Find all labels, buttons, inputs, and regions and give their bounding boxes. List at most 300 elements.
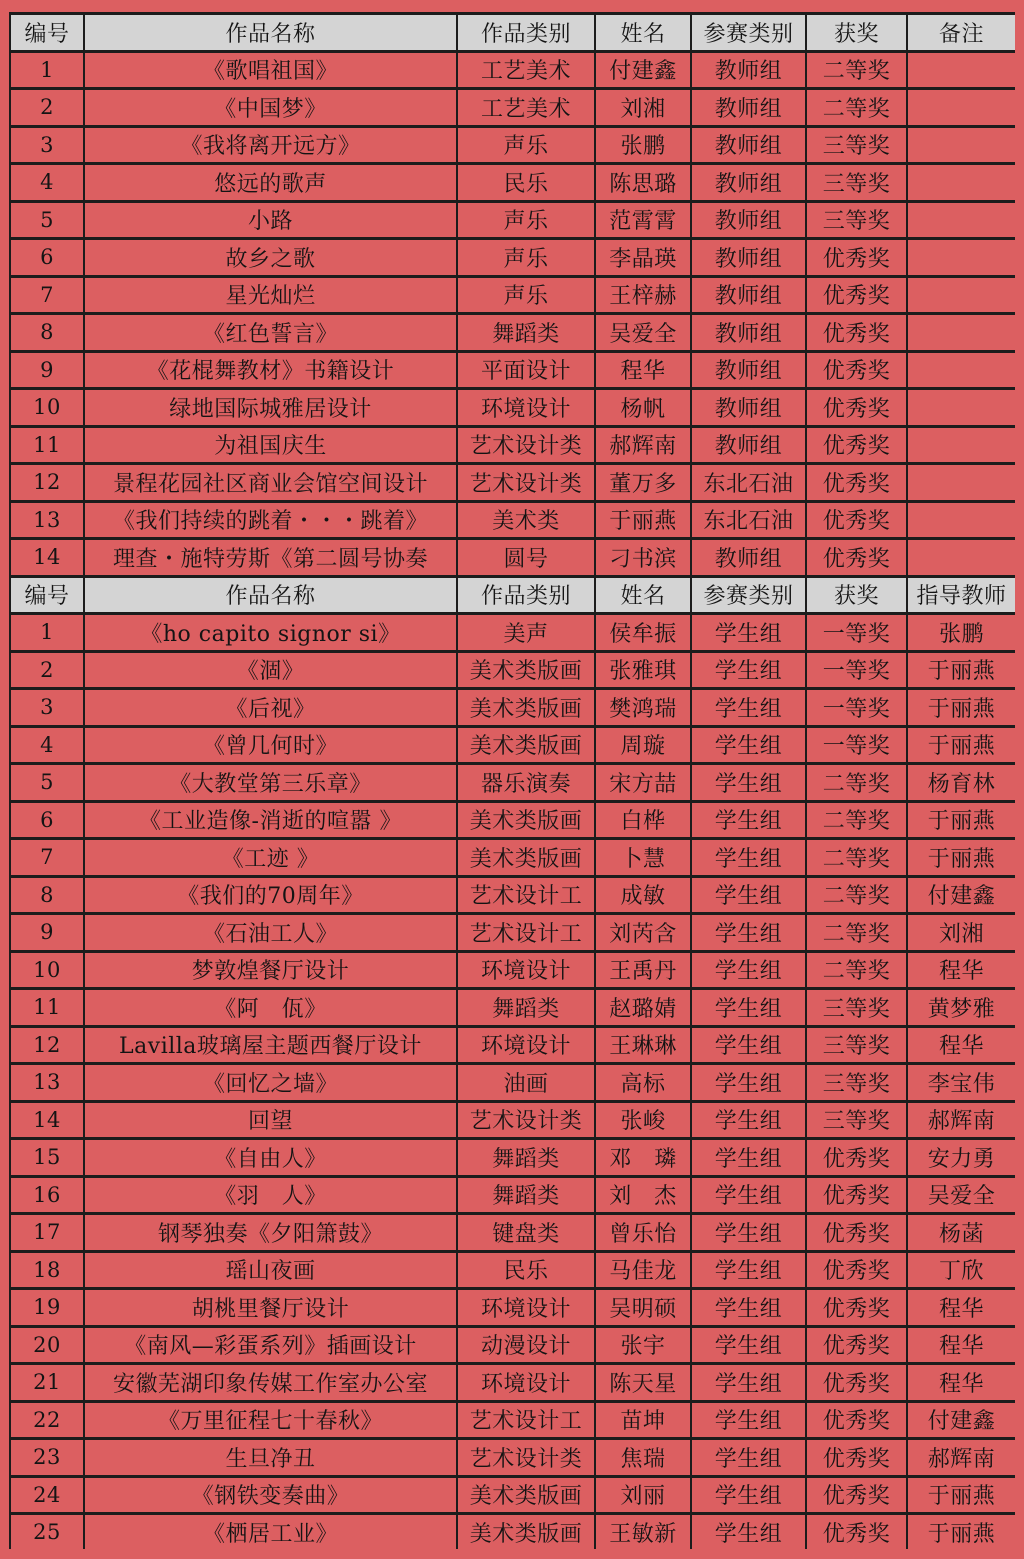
teacher-cell-category: 民乐 xyxy=(458,165,594,200)
student-cell-category: 器乐演奏 xyxy=(458,765,594,800)
student-cell-award: 优秀奖 xyxy=(807,1290,906,1325)
teacher-cell-award: 优秀奖 xyxy=(807,428,906,463)
student-cell-award: 优秀奖 xyxy=(807,1328,906,1363)
student-cell-title: 《后视》 xyxy=(85,690,456,725)
awards-sheet xyxy=(9,12,1015,1549)
student-cell-category: 美术类版画 xyxy=(458,653,594,688)
student-cell-extra: 于丽燕 xyxy=(908,728,1015,763)
student-cell-name: 王禹丹 xyxy=(596,953,690,988)
student-cell-category: 键盘类 xyxy=(458,1215,594,1250)
student-cell-extra: 杨菡 xyxy=(908,1215,1015,1250)
teacher-cell-title: 为祖国庆生 xyxy=(85,428,456,463)
teacher-cell-group: 教师组 xyxy=(692,353,805,388)
teacher-cell-name: 吴爱全 xyxy=(596,315,690,350)
teacher-cell-title: 景程花园社区商业会馆空间设计 xyxy=(85,465,456,500)
teacher-cell-group: 教师组 xyxy=(692,128,805,163)
teacher-cell-number: 10 xyxy=(11,390,83,425)
student-cell-extra: 于丽燕 xyxy=(908,1515,1015,1550)
teacher-table-row xyxy=(11,203,1015,238)
teacher-cell-category: 声乐 xyxy=(458,278,594,313)
student-cell-number: 25 xyxy=(11,1515,83,1550)
student-cell-award: 优秀奖 xyxy=(807,1403,906,1438)
student-cell-award: 优秀奖 xyxy=(807,1178,906,1213)
student-cell-number: 15 xyxy=(11,1140,83,1175)
teacher-header-group: 参赛类别 xyxy=(692,15,805,50)
student-table-row xyxy=(11,1365,1015,1400)
teacher-cell-group: 教师组 xyxy=(692,278,805,313)
student-cell-award: 二等奖 xyxy=(807,765,906,800)
student-table-row xyxy=(11,878,1015,913)
student-cell-group: 学生组 xyxy=(692,1065,805,1100)
teacher-cell-name: 刁书滨 xyxy=(596,540,690,575)
student-cell-category: 艺术设计类 xyxy=(458,1103,594,1138)
teacher-cell-number: 1 xyxy=(11,53,83,88)
student-table-row xyxy=(11,1403,1015,1438)
student-table-row xyxy=(11,1290,1015,1325)
student-cell-name: 樊鸿瑞 xyxy=(596,690,690,725)
student-header-group: 参赛类别 xyxy=(692,578,805,613)
teacher-cell-category: 美术类 xyxy=(458,503,594,538)
teacher-cell-extra xyxy=(908,240,1015,275)
teacher-header-number: 编号 xyxy=(11,15,83,50)
student-cell-number: 3 xyxy=(11,690,83,725)
student-cell-name: 卜慧 xyxy=(596,840,690,875)
student-cell-award: 一等奖 xyxy=(807,615,906,650)
student-cell-name: 宋方喆 xyxy=(596,765,690,800)
student-cell-extra: 程华 xyxy=(908,1028,1015,1063)
student-table-row xyxy=(11,1478,1015,1513)
teacher-cell-title: 《歌唱祖国》 xyxy=(85,53,456,88)
student-cell-name: 侯牟振 xyxy=(596,615,690,650)
teacher-cell-award: 三等奖 xyxy=(807,128,906,163)
teacher-cell-category: 艺术设计类 xyxy=(458,465,594,500)
teacher-cell-title: 故乡之歌 xyxy=(85,240,456,275)
table-body xyxy=(11,15,1015,1550)
teacher-table-row xyxy=(11,128,1015,163)
student-cell-award: 二等奖 xyxy=(807,953,906,988)
student-cell-group: 学生组 xyxy=(692,1140,805,1175)
student-cell-number: 6 xyxy=(11,803,83,838)
student-cell-category: 舞蹈类 xyxy=(458,990,594,1025)
student-cell-group: 学生组 xyxy=(692,803,805,838)
student-cell-number: 7 xyxy=(11,840,83,875)
student-cell-extra: 程华 xyxy=(908,1290,1015,1325)
student-cell-group: 学生组 xyxy=(692,1515,805,1550)
student-cell-extra: 付建鑫 xyxy=(908,878,1015,913)
student-cell-extra: 于丽燕 xyxy=(908,840,1015,875)
teacher-cell-number: 6 xyxy=(11,240,83,275)
student-cell-title: 安徽芜湖印象传媒工作室办公室 xyxy=(85,1365,456,1400)
teacher-header-row xyxy=(11,15,1015,50)
student-cell-title: 梦敦煌餐厅设计 xyxy=(85,953,456,988)
student-cell-extra: 于丽燕 xyxy=(908,803,1015,838)
student-table-row xyxy=(11,990,1015,1025)
student-cell-name: 刘芮含 xyxy=(596,915,690,950)
student-cell-extra: 安力勇 xyxy=(908,1140,1015,1175)
student-cell-extra: 杨育林 xyxy=(908,765,1015,800)
teacher-cell-category: 工艺美术 xyxy=(458,90,594,125)
teacher-cell-award: 三等奖 xyxy=(807,165,906,200)
student-cell-extra: 黄梦雅 xyxy=(908,990,1015,1025)
student-cell-award: 一等奖 xyxy=(807,728,906,763)
student-cell-category: 艺术设计工 xyxy=(458,915,594,950)
teacher-cell-number: 14 xyxy=(11,540,83,575)
student-cell-name: 刘 杰 xyxy=(596,1178,690,1213)
student-table-row xyxy=(11,615,1015,650)
student-cell-category: 艺术设计类 xyxy=(458,1440,594,1475)
student-cell-title: 《曾几何时》 xyxy=(85,728,456,763)
teacher-cell-group: 教师组 xyxy=(692,165,805,200)
teacher-header-extra: 备注 xyxy=(908,15,1015,50)
teacher-cell-name: 程华 xyxy=(596,353,690,388)
teacher-cell-number: 2 xyxy=(11,90,83,125)
teacher-cell-group: 教师组 xyxy=(692,203,805,238)
teacher-table-row xyxy=(11,428,1015,463)
teacher-cell-group: 教师组 xyxy=(692,428,805,463)
student-cell-title: 《大教堂第三乐章》 xyxy=(85,765,456,800)
teacher-cell-title: 理查・施特劳斯《第二圆号协奏 xyxy=(85,540,456,575)
teacher-cell-group: 教师组 xyxy=(692,540,805,575)
student-cell-name: 刘丽 xyxy=(596,1478,690,1513)
student-cell-category: 美术类版画 xyxy=(458,690,594,725)
student-cell-category: 美声 xyxy=(458,615,594,650)
student-cell-category: 美术类版画 xyxy=(458,803,594,838)
teacher-cell-extra xyxy=(908,428,1015,463)
student-cell-number: 14 xyxy=(11,1103,83,1138)
teacher-cell-extra xyxy=(908,315,1015,350)
student-cell-award: 三等奖 xyxy=(807,1103,906,1138)
teacher-cell-group: 教师组 xyxy=(692,240,805,275)
teacher-cell-award: 优秀奖 xyxy=(807,278,906,313)
student-cell-award: 三等奖 xyxy=(807,1065,906,1100)
teacher-cell-award: 二等奖 xyxy=(807,53,906,88)
student-cell-title: 《钢铁变奏曲》 xyxy=(85,1478,456,1513)
student-cell-group: 学生组 xyxy=(692,1103,805,1138)
student-cell-award: 二等奖 xyxy=(807,878,906,913)
teacher-cell-extra xyxy=(908,353,1015,388)
teacher-table-row xyxy=(11,315,1015,350)
student-cell-title: 《回忆之墙》 xyxy=(85,1065,456,1100)
teacher-cell-name: 张鹏 xyxy=(596,128,690,163)
student-cell-number: 18 xyxy=(11,1253,83,1288)
student-cell-award: 二等奖 xyxy=(807,915,906,950)
student-cell-group: 学生组 xyxy=(692,1253,805,1288)
student-cell-name: 张峻 xyxy=(596,1103,690,1138)
student-cell-number: 11 xyxy=(11,990,83,1025)
student-cell-category: 舞蹈类 xyxy=(458,1178,594,1213)
student-table-row xyxy=(11,953,1015,988)
student-cell-title: 《工业造像-消逝的喧嚣 》 xyxy=(85,803,456,838)
teacher-cell-number: 11 xyxy=(11,428,83,463)
student-cell-award: 优秀奖 xyxy=(807,1140,906,1175)
student-cell-name: 苗坤 xyxy=(596,1403,690,1438)
student-cell-number: 24 xyxy=(11,1478,83,1513)
teacher-cell-title: 绿地国际城雅居设计 xyxy=(85,390,456,425)
student-cell-name: 高标 xyxy=(596,1065,690,1100)
student-cell-title: Lavilla玻璃屋主题西餐厅设计 xyxy=(85,1028,456,1063)
teacher-header-title: 作品名称 xyxy=(85,15,456,50)
teacher-table-row xyxy=(11,540,1015,575)
teacher-table-row xyxy=(11,90,1015,125)
teacher-cell-award: 优秀奖 xyxy=(807,315,906,350)
student-table-row xyxy=(11,1028,1015,1063)
student-cell-title: 瑶山夜画 xyxy=(85,1253,456,1288)
teacher-cell-extra xyxy=(908,540,1015,575)
student-cell-number: 21 xyxy=(11,1365,83,1400)
teacher-cell-group: 教师组 xyxy=(692,390,805,425)
student-cell-title: 《涸》 xyxy=(85,653,456,688)
teacher-cell-extra xyxy=(908,128,1015,163)
student-cell-title: 《石油工人》 xyxy=(85,915,456,950)
student-cell-number: 5 xyxy=(11,765,83,800)
student-cell-title: 回望 xyxy=(85,1103,456,1138)
teacher-cell-category: 声乐 xyxy=(458,203,594,238)
student-cell-award: 一等奖 xyxy=(807,653,906,688)
student-table-row xyxy=(11,1103,1015,1138)
student-cell-title: 《自由人》 xyxy=(85,1140,456,1175)
student-cell-extra: 程华 xyxy=(908,953,1015,988)
student-header-row xyxy=(11,578,1015,613)
student-cell-group: 学生组 xyxy=(692,765,805,800)
teacher-table-row xyxy=(11,465,1015,500)
teacher-cell-name: 陈思璐 xyxy=(596,165,690,200)
teacher-cell-extra xyxy=(908,390,1015,425)
student-cell-name: 周璇 xyxy=(596,728,690,763)
student-cell-extra: 程华 xyxy=(908,1365,1015,1400)
teacher-cell-award: 优秀奖 xyxy=(807,240,906,275)
student-cell-category: 环境设计 xyxy=(458,953,594,988)
teacher-cell-award: 优秀奖 xyxy=(807,503,906,538)
student-cell-name: 成敏 xyxy=(596,878,690,913)
student-header-category: 作品类别 xyxy=(458,578,594,613)
teacher-cell-group: 教师组 xyxy=(692,315,805,350)
teacher-cell-category: 艺术设计类 xyxy=(458,428,594,463)
student-cell-category: 民乐 xyxy=(458,1253,594,1288)
student-table-row xyxy=(11,1215,1015,1250)
student-table-row xyxy=(11,1253,1015,1288)
teacher-cell-number: 3 xyxy=(11,128,83,163)
student-cell-title: 《ho capito signor si》 xyxy=(85,615,456,650)
student-cell-category: 艺术设计工 xyxy=(458,1403,594,1438)
student-cell-extra: 于丽燕 xyxy=(908,690,1015,725)
student-cell-award: 优秀奖 xyxy=(807,1440,906,1475)
student-cell-award: 一等奖 xyxy=(807,690,906,725)
student-cell-number: 16 xyxy=(11,1178,83,1213)
teacher-cell-award: 二等奖 xyxy=(807,90,906,125)
student-cell-award: 优秀奖 xyxy=(807,1215,906,1250)
student-cell-group: 学生组 xyxy=(692,1440,805,1475)
teacher-cell-extra xyxy=(908,503,1015,538)
student-cell-category: 动漫设计 xyxy=(458,1328,594,1363)
student-cell-number: 19 xyxy=(11,1290,83,1325)
teacher-table-row xyxy=(11,53,1015,88)
student-cell-name: 王琳琳 xyxy=(596,1028,690,1063)
student-cell-extra: 于丽燕 xyxy=(908,653,1015,688)
teacher-cell-number: 9 xyxy=(11,353,83,388)
teacher-cell-number: 13 xyxy=(11,503,83,538)
student-table-row xyxy=(11,728,1015,763)
student-cell-group: 学生组 xyxy=(692,690,805,725)
teacher-cell-name: 郝辉南 xyxy=(596,428,690,463)
student-cell-name: 马佳龙 xyxy=(596,1253,690,1288)
student-cell-extra: 于丽燕 xyxy=(908,1478,1015,1513)
student-cell-category: 美术类版画 xyxy=(458,1478,594,1513)
teacher-cell-number: 8 xyxy=(11,315,83,350)
teacher-cell-group: 东北石油 xyxy=(692,503,805,538)
teacher-header-category: 作品类别 xyxy=(458,15,594,50)
teacher-cell-name: 王梓赫 xyxy=(596,278,690,313)
student-cell-award: 二等奖 xyxy=(807,803,906,838)
student-cell-group: 学生组 xyxy=(692,728,805,763)
teacher-cell-name: 付建鑫 xyxy=(596,53,690,88)
student-cell-extra: 程华 xyxy=(908,1328,1015,1363)
teacher-cell-category: 舞蹈类 xyxy=(458,315,594,350)
student-cell-group: 学生组 xyxy=(692,1215,805,1250)
teacher-cell-title: 《我将离开远方》 xyxy=(85,128,456,163)
student-cell-group: 学生组 xyxy=(692,1290,805,1325)
student-cell-award: 优秀奖 xyxy=(807,1365,906,1400)
student-cell-title: 《我们的70周年》 xyxy=(85,878,456,913)
teacher-cell-extra xyxy=(908,203,1015,238)
teacher-cell-category: 工艺美术 xyxy=(458,53,594,88)
teacher-cell-extra xyxy=(908,278,1015,313)
student-cell-group: 学生组 xyxy=(692,1328,805,1363)
student-cell-number: 12 xyxy=(11,1028,83,1063)
student-cell-group: 学生组 xyxy=(692,1365,805,1400)
student-cell-number: 10 xyxy=(11,953,83,988)
student-cell-category: 油画 xyxy=(458,1065,594,1100)
student-cell-extra: 张鹏 xyxy=(908,615,1015,650)
student-table-row xyxy=(11,1140,1015,1175)
student-cell-number: 17 xyxy=(11,1215,83,1250)
student-table-row xyxy=(11,1178,1015,1213)
student-cell-extra: 刘湘 xyxy=(908,915,1015,950)
teacher-cell-award: 优秀奖 xyxy=(807,390,906,425)
teacher-cell-title: 悠远的歌声 xyxy=(85,165,456,200)
teacher-cell-category: 圆号 xyxy=(458,540,594,575)
student-cell-title: 《羽 人》 xyxy=(85,1178,456,1213)
student-cell-title: 钢琴独奏《夕阳箫鼓》 xyxy=(85,1215,456,1250)
teacher-cell-number: 4 xyxy=(11,165,83,200)
student-cell-category: 美术类版画 xyxy=(458,728,594,763)
teacher-cell-award: 优秀奖 xyxy=(807,465,906,500)
student-cell-group: 学生组 xyxy=(692,1478,805,1513)
teacher-cell-extra xyxy=(908,90,1015,125)
student-cell-name: 邓 璘 xyxy=(596,1140,690,1175)
teacher-cell-extra xyxy=(908,165,1015,200)
teacher-cell-extra xyxy=(908,53,1015,88)
student-table-row xyxy=(11,765,1015,800)
student-cell-name: 陈天星 xyxy=(596,1365,690,1400)
teacher-table-row xyxy=(11,278,1015,313)
student-table-row xyxy=(11,803,1015,838)
student-cell-award: 二等奖 xyxy=(807,840,906,875)
student-table-row xyxy=(11,690,1015,725)
teacher-cell-name: 范霄霄 xyxy=(596,203,690,238)
student-cell-award: 优秀奖 xyxy=(807,1253,906,1288)
teacher-table-row xyxy=(11,503,1015,538)
student-cell-group: 学生组 xyxy=(692,990,805,1025)
teacher-cell-category: 声乐 xyxy=(458,240,594,275)
student-cell-number: 2 xyxy=(11,653,83,688)
teacher-cell-name: 刘湘 xyxy=(596,90,690,125)
student-cell-title: 《工迹 》 xyxy=(85,840,456,875)
student-cell-name: 焦瑞 xyxy=(596,1440,690,1475)
student-cell-title: 《南风—彩蛋系列》插画设计 xyxy=(85,1328,456,1363)
student-cell-group: 学生组 xyxy=(692,653,805,688)
student-cell-extra: 郝辉南 xyxy=(908,1440,1015,1475)
student-cell-category: 舞蹈类 xyxy=(458,1140,594,1175)
student-header-title: 作品名称 xyxy=(85,578,456,613)
student-cell-number: 4 xyxy=(11,728,83,763)
teacher-cell-number: 12 xyxy=(11,465,83,500)
teacher-cell-title: 《中国梦》 xyxy=(85,90,456,125)
teacher-cell-category: 平面设计 xyxy=(458,353,594,388)
student-cell-title: 《万里征程七十春秋》 xyxy=(85,1403,456,1438)
student-header-extra: 指导教师 xyxy=(908,578,1015,613)
teacher-cell-group: 教师组 xyxy=(692,90,805,125)
student-cell-extra: 郝辉南 xyxy=(908,1103,1015,1138)
teacher-cell-title: 小路 xyxy=(85,203,456,238)
teacher-cell-title: 《红色誓言》 xyxy=(85,315,456,350)
teacher-cell-title: 《花棍舞教材》书籍设计 xyxy=(85,353,456,388)
student-cell-category: 环境设计 xyxy=(458,1028,594,1063)
teacher-table-row xyxy=(11,240,1015,275)
student-cell-group: 学生组 xyxy=(692,953,805,988)
teacher-cell-category: 声乐 xyxy=(458,128,594,163)
student-cell-award: 三等奖 xyxy=(807,1028,906,1063)
teacher-cell-name: 于丽燕 xyxy=(596,503,690,538)
teacher-cell-group: 教师组 xyxy=(692,53,805,88)
student-cell-extra: 李宝伟 xyxy=(908,1065,1015,1100)
student-cell-group: 学生组 xyxy=(692,615,805,650)
student-cell-extra: 付建鑫 xyxy=(908,1403,1015,1438)
student-cell-group: 学生组 xyxy=(692,915,805,950)
teacher-cell-name: 杨帆 xyxy=(596,390,690,425)
student-table-row xyxy=(11,653,1015,688)
student-table-row xyxy=(11,840,1015,875)
teacher-cell-title: 星光灿烂 xyxy=(85,278,456,313)
student-cell-name: 吴明硕 xyxy=(596,1290,690,1325)
student-cell-title: 《阿 佤》 xyxy=(85,990,456,1025)
teacher-header-name: 姓名 xyxy=(596,15,690,50)
teacher-cell-award: 优秀奖 xyxy=(807,353,906,388)
teacher-cell-number: 5 xyxy=(11,203,83,238)
student-cell-number: 8 xyxy=(11,878,83,913)
student-cell-group: 学生组 xyxy=(692,1178,805,1213)
awards-table xyxy=(9,12,1017,1553)
student-cell-extra: 吴爱全 xyxy=(908,1178,1015,1213)
student-cell-group: 学生组 xyxy=(692,840,805,875)
student-cell-group: 学生组 xyxy=(692,1403,805,1438)
student-table-row xyxy=(11,915,1015,950)
teacher-cell-number: 7 xyxy=(11,278,83,313)
student-cell-title: 《栖居工业》 xyxy=(85,1515,456,1550)
student-cell-name: 赵璐婧 xyxy=(596,990,690,1025)
student-cell-title: 生旦净丑 xyxy=(85,1440,456,1475)
student-cell-group: 学生组 xyxy=(692,878,805,913)
student-cell-award: 优秀奖 xyxy=(807,1515,906,1550)
teacher-cell-award: 三等奖 xyxy=(807,203,906,238)
teacher-cell-name: 董万多 xyxy=(596,465,690,500)
student-table-row xyxy=(11,1515,1015,1550)
student-cell-category: 艺术设计工 xyxy=(458,878,594,913)
student-cell-name: 曾乐怡 xyxy=(596,1215,690,1250)
student-table-row xyxy=(11,1328,1015,1363)
student-cell-title: 胡桃里餐厅设计 xyxy=(85,1290,456,1325)
teacher-table-row xyxy=(11,390,1015,425)
student-table-row xyxy=(11,1440,1015,1475)
